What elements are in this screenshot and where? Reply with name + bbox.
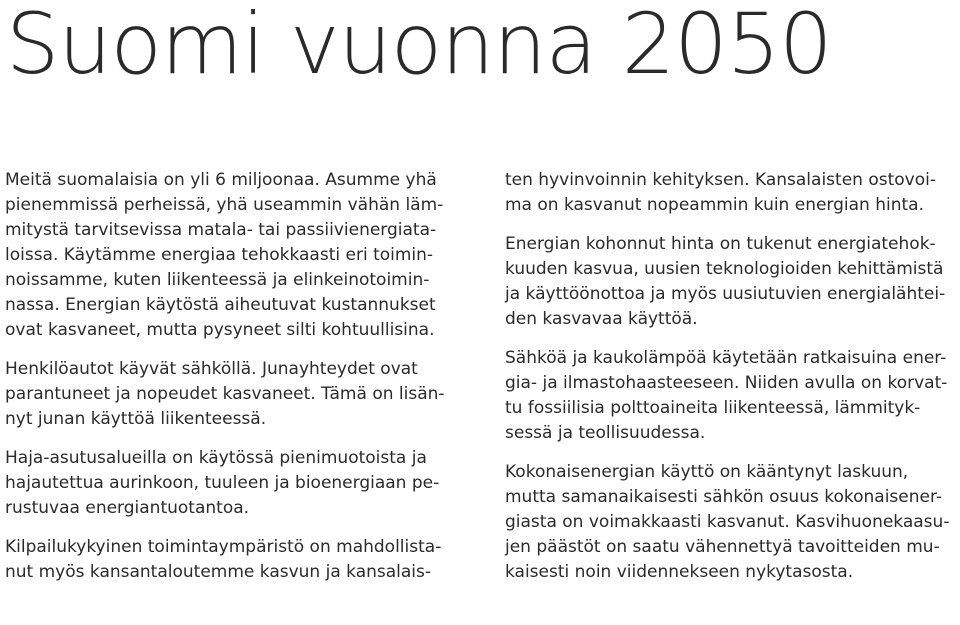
text-line: kuuden kasvua, uusien teknologioiden kehittämistä <box>505 259 944 279</box>
text-line: Sähköä ja kaukolämpöä käytetään ratkaisuina ener- <box>505 348 947 368</box>
text-line: Kilpailukykyinen toimintaympäristö on mahdollista- <box>5 537 442 557</box>
text-line: ovat kasvaneet, mutta pysyneet silti kohtuullisina. <box>5 320 435 340</box>
right-paragraph-1 <box>505 168 955 218</box>
text-line: parantuneet ja nopeudet kasvaneet. Tämä on lisän- <box>5 384 445 404</box>
right-paragraph-2 <box>505 232 955 332</box>
text-line: kaisesti noin viidennekseen nykytasosta. <box>505 562 854 582</box>
left-paragraph-2 <box>5 357 455 432</box>
text-line: mitystä tarvitsevissa matala- tai passiivienergiata- <box>5 220 437 240</box>
text-line: Kokonaisenergian käyttö on kääntynyt laskuun, <box>505 462 909 482</box>
text-line: ja käyttöönottoa ja myös uusiutuvien energialähtei- <box>505 284 946 304</box>
text-line: nyt junan käyttöä liikenteessä. <box>5 409 267 429</box>
text-line: Energian kohonnut hinta on tukenut energiatehok- <box>505 234 936 254</box>
text-line: ten hyvinvoinnin kehityksen. Kansalaisten ostovoi- <box>505 170 936 190</box>
text-line: loissa. Käytämme energiaa tehokkaasti eri toimin- <box>5 245 434 265</box>
text-line: gia- ja ilmastohaasteeseen. Niiden avulla on korvat- <box>505 373 948 393</box>
text-line: den kasvavaa käyttöä. <box>505 309 698 329</box>
text-line: Henkilöautot käyvät sähköllä. Junayhteydet ovat <box>5 359 418 379</box>
text-line: tu fossiilisia polttoaineita liikenteessä, lämmityk- <box>505 398 921 418</box>
text-line: pienemmissä perheissä, yhä useammin vähän läm- <box>5 195 444 215</box>
text-line: Meitä suomalaisia on yli 6 miljoonaa. Asumme yhä <box>5 170 437 190</box>
left-column <box>5 168 455 585</box>
text-line: jen päästöt on saatu vähennettyä tavoitteiden mu- <box>505 537 940 557</box>
text-line: sessä ja teollisuudessa. <box>505 423 706 443</box>
text-line: giasta on voimakkaasti kasvanut. Kasvihuonekaasu- <box>505 512 950 532</box>
left-paragraph-1 <box>5 168 455 343</box>
text-line: Haja-asutusalueilla on käytössä pienimuotoista ja <box>5 448 427 468</box>
text-line: noissamme, kuten liikenteessä ja elinkeinotoimin- <box>5 270 430 290</box>
right-paragraph-4 <box>505 460 955 585</box>
text-line: rustuvaa energiantuotantoa. <box>5 498 250 518</box>
text-line: ma on kasvanut nopeammin kuin energian hinta. <box>505 195 924 215</box>
right-column <box>505 168 955 585</box>
text-line: mutta samanaikaisesti sähkön osuus kokonaisener- <box>505 487 943 507</box>
text-line: hajautettua aurinkoon, tuuleen ja bioenergiaan pe- <box>5 473 440 493</box>
text-line: nut myös kansantaloutemme kasvun ja kansalais- <box>5 562 432 582</box>
left-paragraph-4 <box>5 535 455 585</box>
text-line: nassa. Energian käytöstä aiheutuvat kustannukset <box>5 295 436 315</box>
left-paragraph-3 <box>5 446 455 521</box>
page-title: Suomi vuonna 2050 <box>6 0 832 93</box>
right-paragraph-3 <box>505 346 955 446</box>
